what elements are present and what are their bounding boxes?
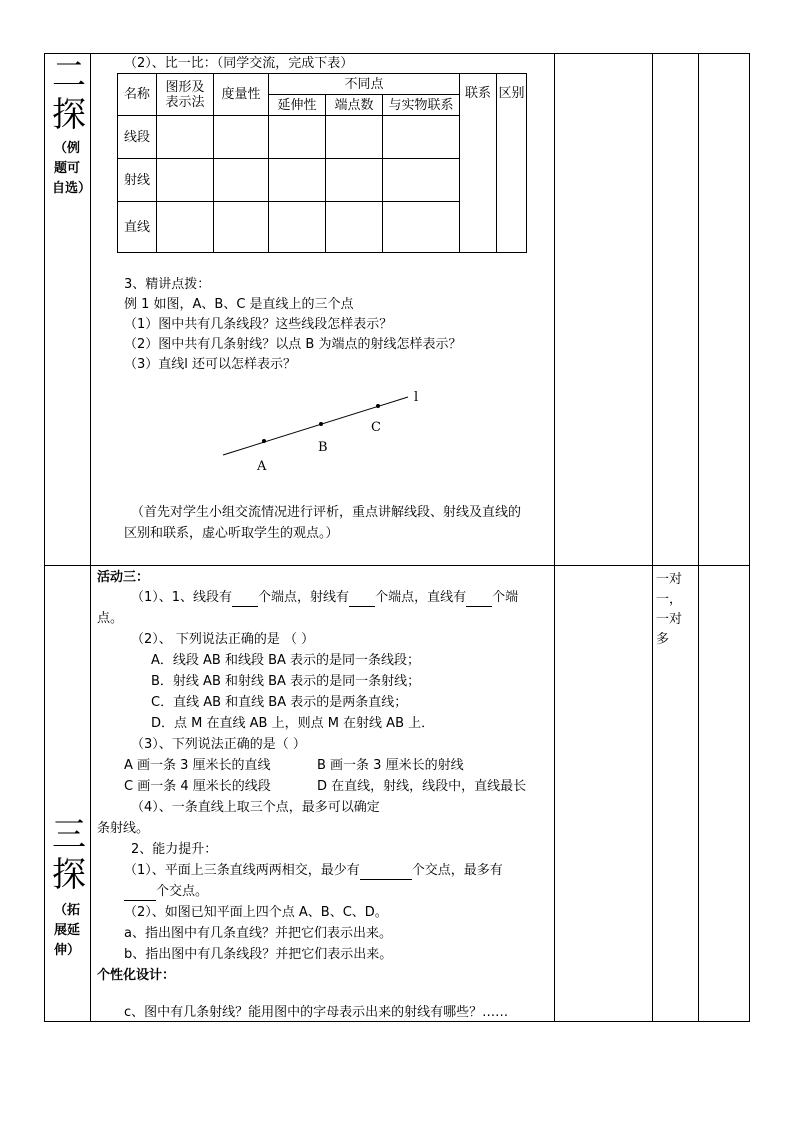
- header-differences: 不同点: [269, 74, 460, 95]
- label-b: B: [318, 440, 328, 455]
- section-numeral: 三: [52, 815, 86, 855]
- q3-option-b: B 画一条 3 厘米长的射线: [317, 758, 464, 773]
- section-subtitle-1: （例: [54, 141, 81, 156]
- option-b: B．射线 AB 和射线 BA 表示的是同一条射线；: [151, 674, 421, 689]
- lecture-title: 3、精讲点拨：: [124, 277, 211, 292]
- option-c: C．直线 AB 和直线 BA 表示的是两条直线；: [151, 695, 408, 710]
- question-2-title: （2）、 下列说法正确的是 （ ）: [131, 632, 315, 647]
- header-measure: 度量性: [214, 74, 269, 116]
- fill-question-1: （1）、1、线段有 个端点，射线有 个端点，直线有 个端: [131, 590, 519, 605]
- header-extension: 延伸性: [269, 95, 326, 116]
- line-figure: [210, 385, 430, 475]
- point-a: [262, 439, 266, 443]
- question-1: （1）图中共有几条线段？这些线段怎样表示？: [124, 317, 393, 332]
- q3-option-d: D 在直线，射线，线段中，直线最长: [317, 779, 527, 794]
- q3-option-a: A 画一条 3 厘米长的直线: [124, 758, 271, 773]
- point-b: [319, 422, 323, 426]
- side-note-3: 一对: [656, 612, 683, 627]
- teacher-note-line1: （首先对学生小组交流情况进行评析，重点讲解线段、射线及直线的: [131, 505, 522, 520]
- section-subtitle-1: （拓: [54, 903, 81, 918]
- section-numeral: 二: [52, 55, 86, 95]
- table-caption: （2）、比一比：（同学交流，完成下表）: [124, 56, 354, 71]
- column-divider: [698, 54, 699, 1021]
- section-subtitle-3: 自选）: [52, 181, 92, 196]
- section-subtitle-3: 伸）: [54, 943, 81, 958]
- label-a: A: [257, 459, 267, 474]
- row-label-ray: 射线: [118, 159, 157, 202]
- header-shape: 图形及 表示法: [157, 74, 214, 116]
- side-note-4: 多: [656, 632, 670, 647]
- q3-option-c: C 画一条 4 厘米长的线段: [124, 779, 271, 794]
- blank[interactable]: [124, 884, 156, 901]
- question-3-title: （3）、下列说法正确的是（ ）: [131, 737, 306, 752]
- section-title-char: 探: [52, 855, 86, 895]
- section-subtitle-2: 题可: [54, 161, 81, 176]
- column-divider: [652, 54, 653, 1021]
- label-l: l: [414, 390, 419, 405]
- fill-question-1-cont: 点。: [97, 611, 124, 626]
- personal-design-title: 个性化设计：: [97, 968, 176, 983]
- row-divider: [45, 565, 749, 566]
- header-real-world: 与实物联系: [383, 95, 460, 116]
- question-4: （4）、一条直线上取三个点，最多可以确定: [131, 800, 380, 815]
- header-endpoints: 端点数: [326, 95, 383, 116]
- ability-question-2: （2）、如图已知平面上四个点 A、B、C、D。: [124, 905, 388, 920]
- ability-title: 2、能力提升：: [131, 842, 218, 857]
- comparison-table: [117, 73, 527, 253]
- ability-question-2a: a、指出图中有几条直线？并把它们表示出来。: [124, 926, 392, 941]
- section-subtitle-2: 展延: [54, 923, 81, 938]
- ability-question-1: （1）、平面上三条直线两两相交，最少有 个交点，最多有: [124, 863, 503, 878]
- example-text: 例 1 如图，A、B、C 是直线上的三个点: [124, 297, 354, 312]
- question-3: （3）直线l 还可以怎样表示？: [124, 357, 297, 372]
- activity-title: 活动三：: [97, 570, 150, 585]
- side-note-1: 一对: [656, 572, 683, 587]
- option-d: D．点 M 在直线 AB 上，则点 M 在射线 AB 上．: [151, 716, 435, 731]
- label-c: C: [371, 420, 381, 435]
- blank[interactable]: [349, 590, 375, 607]
- question-2: （2）图中共有几条射线？以点 B 为端点的射线怎样表示？: [124, 337, 462, 352]
- side-note-2: 一，: [656, 592, 683, 607]
- header-name: 名称: [118, 74, 157, 116]
- header-relation: 联系: [460, 74, 497, 253]
- point-c: [376, 404, 380, 408]
- question-4-cont: 条射线。: [97, 821, 150, 836]
- section-title-char: 探: [52, 95, 86, 135]
- column-divider: [554, 54, 555, 1021]
- column-divider: [90, 54, 91, 1021]
- row-label-line: 直线: [118, 202, 157, 253]
- option-a: A．线段 AB 和线段 BA 表示的是同一条线段；: [151, 653, 421, 668]
- teacher-note-line2: 区别和联系，虚心听取学生的观点。）: [124, 526, 339, 541]
- blank[interactable]: [232, 590, 258, 607]
- header-distinction: 区别: [497, 74, 527, 253]
- row-label-segment: 线段: [118, 116, 157, 159]
- ability-question-2b: b、指出图中有几条线段？并把它们表示出来。: [124, 947, 393, 962]
- blank[interactable]: [466, 590, 492, 607]
- ability-question-2c: c、图中有几条射线？能用图中的字母表示出来的射线有哪些？……: [124, 1005, 509, 1020]
- blank[interactable]: [360, 863, 412, 880]
- ability-question-1-cont: 个交点。: [124, 884, 208, 901]
